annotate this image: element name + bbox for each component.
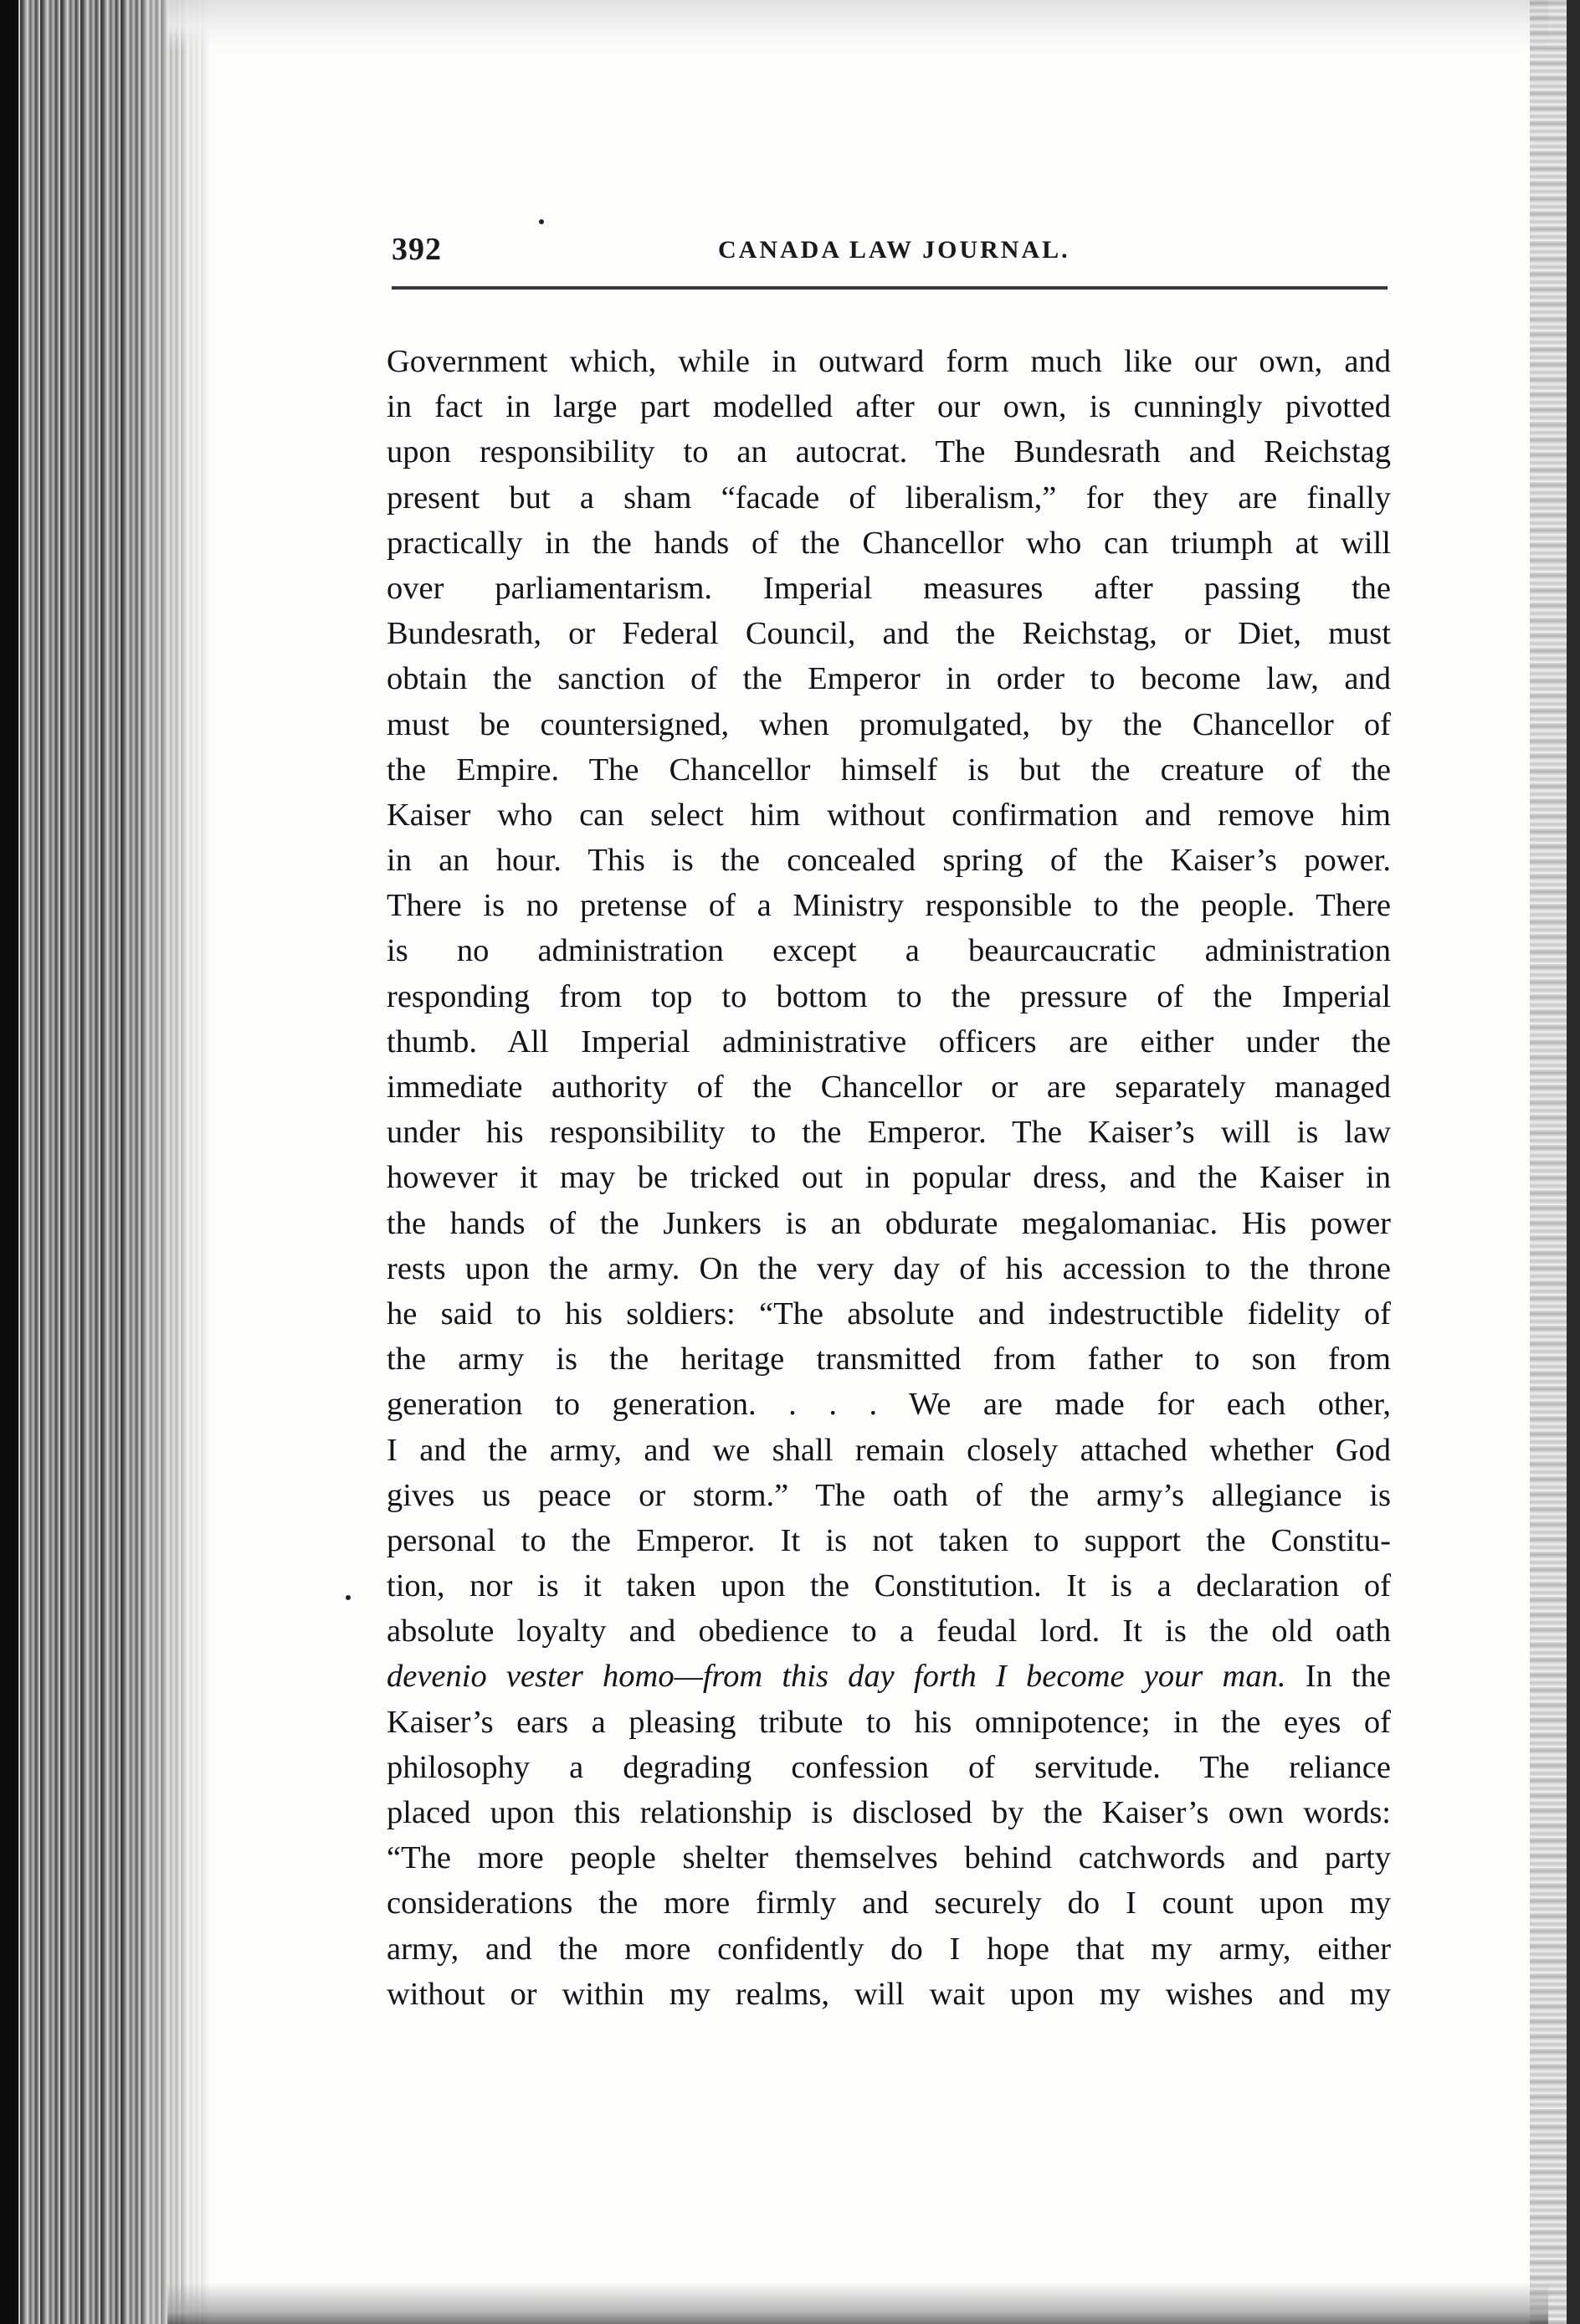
binding-fade [126,0,226,2324]
text-line: obtain the sanction of the Emperor in order to become law, and [387,661,1391,697]
text-line: absolute loyalty and obedience to a feudal lord. It is the old oath [387,1613,1391,1649]
text-line: Kaiser’s ears a pleasing tribute to his omnipotence; in the eyes of [387,1704,1391,1740]
text-line: in fact in large part modelled after our own, is cunningly pivotted [387,389,1391,425]
text-line: There is no pretense of a Ministry responsible to the people. There [387,888,1391,924]
text-line: “The more people shelter themselves behind catchwords and party [387,1840,1391,1876]
text-line: placed upon this relationship is disclosed by the Kaiser’s own words: [387,1795,1391,1830]
text-line: army, and the more confidently do I hope that my army, either [387,1931,1391,1967]
text-line: generation to generation. . . . We are made for each other, [387,1387,1391,1423]
print-speck [539,219,544,224]
text-line: the army is the heritage transmitted from father to son from [387,1342,1391,1377]
body-text [387,339,1391,2017]
page-header [392,231,1388,281]
running-title: CANADA LAW JOURNAL. [718,236,1070,264]
text-line: however it may be tricked out in popular dress, and the Kaiser in [387,1160,1391,1196]
text-line: considerations the more firmly and securely do I count upon my [387,1885,1391,1921]
page-number: 392 [392,232,442,267]
text-line: he said to his soldiers: “The absolute and indestructible fidelity of [387,1295,1391,1331]
print-speck [346,1595,351,1600]
text-line-italic-oath [387,1654,1391,1699]
right-scan-edge-dark [1567,0,1580,2324]
text-line: tion, nor is it taken upon the Constitution. It is a declaration of [387,1568,1391,1604]
text-line: responding from top to bottom to the pressure of the Imperial [387,978,1391,1014]
text-line: without or within my realms, will wait upon my wishes and my [387,1976,1391,2012]
text-line: the hands of the Junkers is an obdurate megalomaniac. His power [387,1205,1391,1241]
oath-line-tail: In the [1305,1659,1391,1695]
binding-edge-dark [0,0,18,2324]
text-line: Bundesrath, or Federal Council, and the Reichstag, or Diet, must [387,616,1391,652]
text-line: Government which, while in outward form much like our own, and [387,344,1391,379]
text-line: Kaiser who can select him without confirmation and remove him [387,797,1391,833]
text-line: rests upon the army. On the very day of his accession to the throne [387,1250,1391,1286]
bottom-scan-edge [167,2282,1548,2324]
text-line: must be countersigned, when promulgated, by the Chancellor of [387,706,1391,742]
text-line: under his responsibility to the Emperor. The Kaiser’s will is law [387,1115,1391,1151]
latin-oath-italic: devenio vester homo—from this day forth I become your man. [387,1659,1286,1695]
text-line: is no administration except a beaurcaucratic administration [387,933,1391,969]
text-line: I and the army, and we shall remain closely attached whether God [387,1432,1391,1468]
text-line: personal to the Emperor. It is not taken to support the Constitu- [387,1522,1391,1558]
text-line: the Empire. The Chancellor himself is but the creature of the [387,752,1391,787]
text-line: upon responsibility to an autocrat. The Bundesrath and Reichstag [387,434,1391,470]
text-line: practically in the hands of the Chancellor who can triumph at will [387,525,1391,561]
text-line: thumb. All Imperial administrative officers are either under the [387,1023,1391,1059]
header-rule [392,286,1388,290]
text-line: philosophy a degrading confession of servitude. The reliance [387,1749,1391,1785]
text-line: over parliamentarism. Imperial measures after passing the [387,570,1391,606]
text-line: immediate authority of the Chancellor or are separately managed [387,1070,1391,1105]
text-line: present but a sham “facade of liberalism,” for they are finally [387,480,1391,516]
top-scan-edge [167,0,1548,50]
text-line: gives us peace or storm.” The oath of the army’s allegiance is [387,1477,1391,1513]
text-line: in an hour. This is the concealed spring of the Kaiser’s power. [387,843,1391,879]
